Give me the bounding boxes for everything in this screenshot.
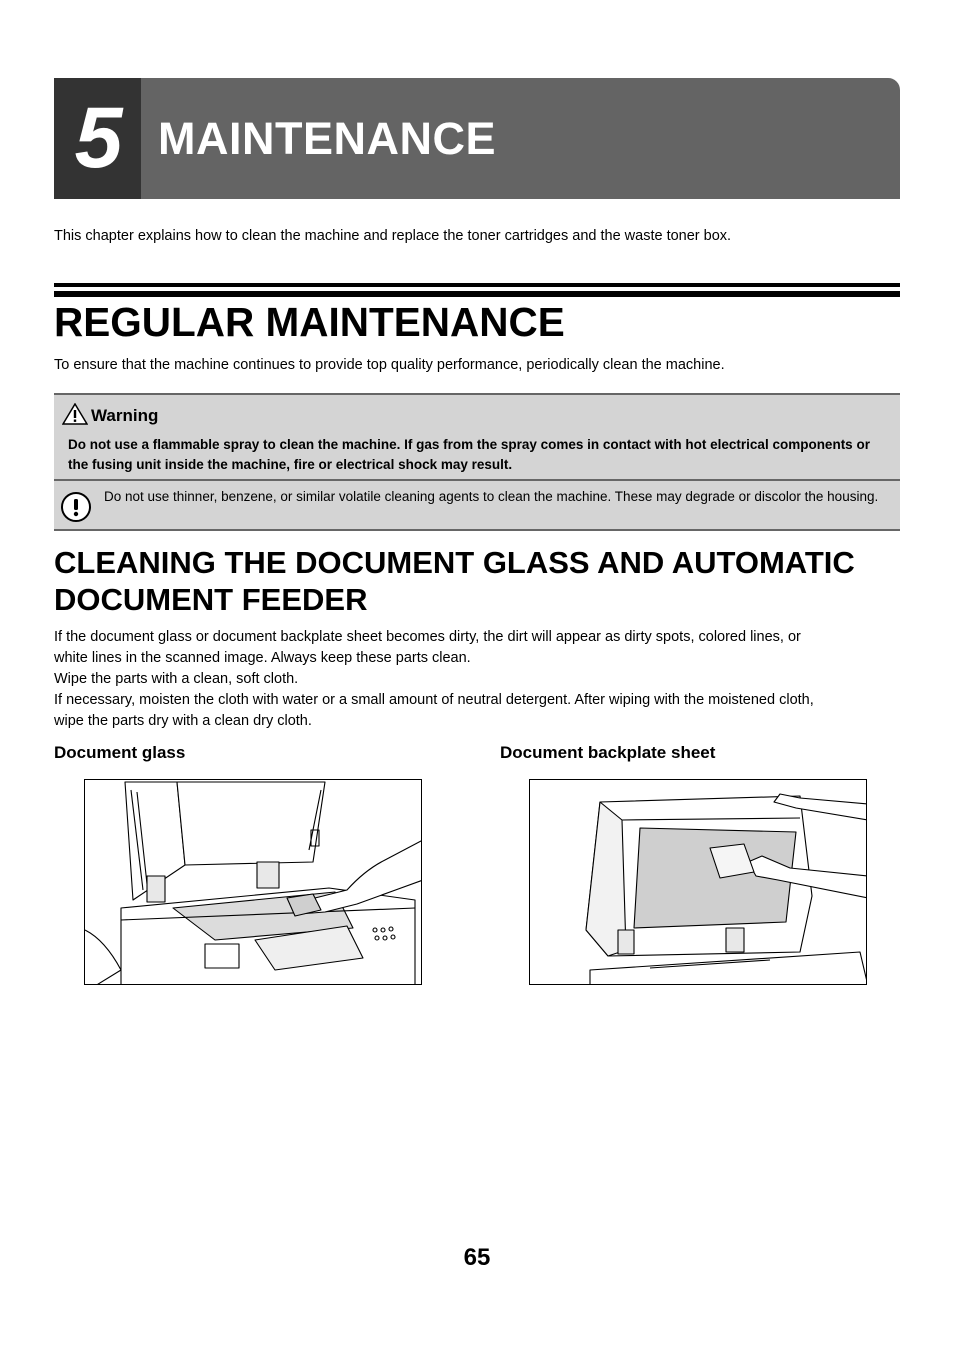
caution-icon (60, 491, 92, 523)
page-number: 65 (463, 1244, 491, 1271)
warning-text: Do not use a flammable spray to clean the machine. If gas from the spray comes in contact with hot electrical components or the fusing unit inside the machine, fire or electrical shock may result. (68, 437, 870, 472)
figure-label-document-glass: Document glass (54, 743, 186, 762)
document-glass-illustration (84, 779, 422, 985)
section-paragraph: To ensure that the machine continues to provide top quality performance, periodically clean the machine. (54, 357, 725, 373)
paragraph-line: Wipe the parts with a clean, soft cloth. (54, 671, 299, 687)
warning-label: Warning (91, 406, 159, 425)
chapter-number: 5 (74, 90, 121, 186)
chapter-banner (54, 78, 900, 199)
warning-box (54, 393, 900, 531)
chapter-intro: This chapter explains how to clean the machine and replace the toner cartridges and the waste toner box. (54, 228, 732, 244)
cleaning-paragraph (54, 627, 904, 732)
figure-label-backplate-sheet: Document backplate sheet (500, 743, 716, 762)
chapter-number-box (54, 78, 141, 199)
subsection-heading (54, 545, 914, 618)
paragraph-line: If necessary, moisten the cloth with water or a small amount of neutral detergent. After wiping with the moistened cloth, (54, 692, 814, 708)
caution-text: Do not use thinner, benzene, or similar volatile cleaning agents to clean the machine. These may degrade or discolor the housing. (104, 489, 879, 504)
subsection-heading-line1: CLEANING THE DOCUMENT GLASS AND AUTOMATIC (54, 545, 855, 580)
paragraph-line: white lines in the scanned image. Always keep these parts clean. (54, 650, 471, 666)
warning-triangle-icon (62, 403, 88, 425)
paragraph-line: If the document glass or document backplate sheet becomes dirty, the dirt will appear as dirty spots, colored lines, or (54, 629, 801, 645)
section-heading: REGULAR MAINTENANCE (54, 299, 565, 345)
warning-header (62, 403, 158, 425)
chapter-title: MAINTENANCE (158, 113, 496, 164)
warning-divider (54, 479, 900, 481)
paragraph-line: wipe the parts dry with a clean dry cloth. (54, 713, 312, 729)
section-rule-top (54, 283, 900, 287)
backplate-sheet-illustration (529, 779, 867, 985)
subsection-heading-line2: DOCUMENT FEEDER (54, 581, 368, 617)
